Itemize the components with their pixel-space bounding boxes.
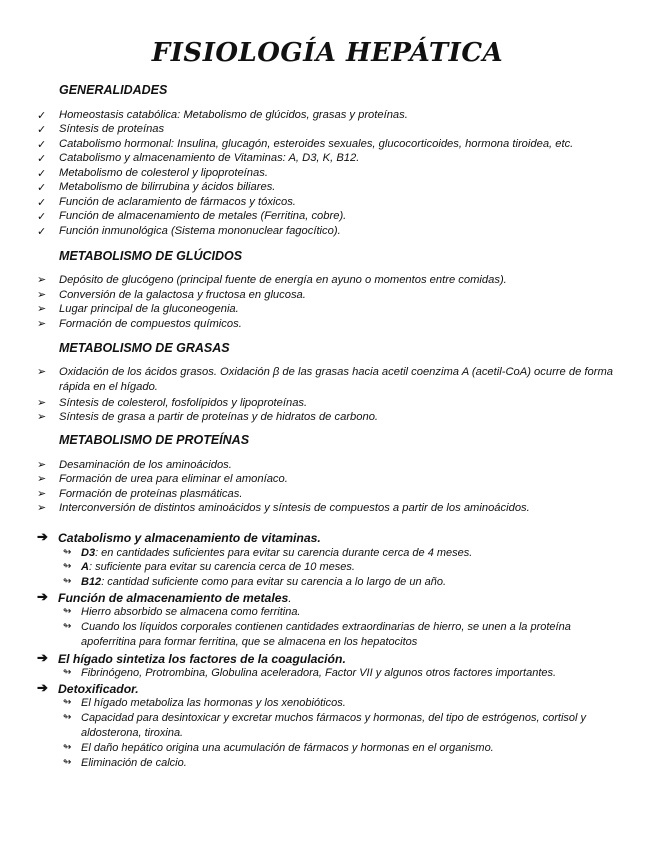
triangle-bullet-icon: ➢ — [37, 411, 47, 423]
list-item: Lugar principal de la gluconeogenia. — [59, 303, 239, 315]
vitamin-label: D3 — [81, 547, 96, 559]
list-item: Oxidación de los ácidos grasos. Oxidación β de las grasas hacia acetil coenzima A (acetil-CoA) ocurre de forma rápida en el hígado. — [59, 366, 614, 393]
list-item: Depósito de glucógeno (principal fuente de energía en ayuno o momentos entre comidas). — [59, 274, 507, 286]
check-icon: ✓ — [37, 211, 47, 223]
triangle-bullet-icon: ➢ — [37, 318, 47, 330]
check-icon: ✓ — [37, 197, 47, 209]
check-icon: ✓ — [37, 168, 47, 180]
triangle-bullet-icon: ➢ — [37, 473, 47, 485]
list-item: Conversión de la galactosa y fructosa en glucosa. — [59, 289, 306, 301]
list-item: Formación de proteínas plasmáticas. — [59, 488, 243, 500]
list-item: El daño hepático origina una acumulación de fármacos y hormonas en el organismo. — [81, 742, 494, 754]
list-item: Catabolismo hormonal: Insulina, glucagón, esteroides sexuales, glucocorticoides, hormona tiroidea, etc. — [59, 138, 574, 150]
section-heading-proteinas: METABOLISMO DE PROTEÍNAS — [59, 433, 250, 447]
arrow-bullet-icon: ➔ — [37, 650, 48, 665]
list-item: Formación de urea para eliminar el amoníaco. — [59, 473, 288, 485]
list-item: Cuando los líquidos corporales contienen cantidades extraordinarias de hierro, se unen a la proteína apoferritina para formar ferritina, que se almacena en los hepatocitos — [81, 621, 571, 648]
triangle-bullet-icon: ➢ — [37, 502, 47, 514]
triangle-bullet-icon: ➢ — [37, 488, 47, 500]
triangle-bullet-icon: ➢ — [37, 289, 47, 301]
section-heading-coagulacion: El hígado sintetiza los factores de la coagulación. — [58, 652, 346, 666]
arrow-bullet-icon: ➔ — [37, 589, 48, 604]
list-item: Homeostasis catabólica: Metabolismo de glúcidos, grasas y proteínas. — [59, 109, 408, 121]
hand-arrow-icon: ↬ — [63, 697, 72, 708]
heading-period: . — [288, 591, 292, 605]
hand-arrow-icon: ↬ — [63, 621, 72, 632]
list-item — [81, 546, 621, 561]
list-item: Síntesis de proteínas — [59, 123, 165, 135]
section-heading-glucidos: METABOLISMO DE GLÚCIDOS — [59, 249, 243, 263]
hand-arrow-icon: ↬ — [63, 561, 72, 572]
list-item: Catabolismo y almacenamiento de Vitaminas: A, D3, K, B12. — [59, 152, 360, 164]
triangle-bullet-icon: ➢ — [37, 397, 47, 409]
list-item: Síntesis de grasa a partir de proteínas y de hidratos de carbono. — [59, 411, 379, 423]
section-heading-detox: Detoxificador. — [58, 682, 139, 696]
list-item: Metabolismo de bilirrubina y ácidos biliares. — [59, 181, 276, 193]
check-icon: ✓ — [37, 226, 47, 238]
hand-arrow-icon: ↬ — [63, 712, 72, 723]
list-item: El hígado metaboliza las hormonas y los xenobióticos. — [81, 697, 346, 709]
hand-arrow-icon: ↬ — [63, 606, 72, 617]
list-item: Síntesis de colesterol, fosfolípidos y lipoproteínas. — [59, 397, 308, 409]
hand-arrow-icon: ↬ — [63, 742, 72, 753]
list-item: Función de aclaramiento de fármacos y tóxicos. — [59, 196, 296, 208]
heading-text: Función de almacenamiento de metales — [58, 591, 289, 605]
list-item: Formación de compuestos químicos. — [59, 318, 242, 330]
list-item: Función inmunológica (Sistema mononuclear fagocítico). — [59, 225, 341, 237]
list-item: Eliminación de calcio. — [81, 757, 187, 769]
check-icon: ✓ — [37, 124, 47, 136]
list-item: Capacidad para desintoxicar y excretar muchos fármacos y hormonas, del tipo de estrógenos, cortisol y aldosterona, tiroxina. — [81, 712, 587, 739]
list-item: Metabolismo de colesterol y lipoproteínas. — [59, 167, 268, 179]
list-item — [81, 575, 621, 590]
vitamin-text: : en cantidades suficientes para evitar su carencia durante cerca de 4 meses. — [95, 547, 473, 559]
list-item: Función de almacenamiento de metales (Ferritina, cobre). — [59, 210, 347, 222]
check-icon: ✓ — [37, 153, 47, 165]
section-heading-vitaminas: Catabolismo y almacenamiento de vitaminas. — [58, 531, 321, 545]
check-icon: ✓ — [37, 110, 47, 122]
hand-arrow-icon: ↬ — [63, 547, 72, 558]
check-icon: ✓ — [37, 182, 47, 194]
vitamin-label: A — [81, 561, 89, 573]
hand-arrow-icon: ↬ — [63, 757, 72, 768]
triangle-bullet-icon: ➢ — [37, 366, 47, 378]
triangle-bullet-icon: ➢ — [37, 303, 47, 315]
check-icon: ✓ — [37, 139, 47, 151]
page-title: FISIOLOGÍA HEPÁTICA — [151, 38, 504, 68]
vitamin-label: B12 — [81, 576, 102, 588]
section-heading-metales — [58, 591, 292, 605]
triangle-bullet-icon: ➢ — [37, 459, 47, 471]
list-item — [81, 560, 621, 575]
triangle-bullet-icon: ➢ — [37, 274, 47, 286]
vitamin-text: : suficiente para evitar su carencia cerca de 10 meses. — [88, 561, 355, 573]
arrow-bullet-icon: ➔ — [37, 529, 48, 544]
hand-arrow-icon: ↬ — [63, 667, 72, 678]
section-heading-grasas: METABOLISMO DE GRASAS — [59, 341, 230, 355]
list-item: Fibrinógeno, Protrombina, Globulina aceleradora, Factor VII y algunos otros factores importantes. — [81, 667, 557, 679]
list-item: Hierro absorbido se almacena como ferritina. — [81, 606, 301, 618]
list-item: Desaminación de los aminoácidos. — [59, 459, 232, 471]
hand-arrow-icon: ↬ — [63, 576, 72, 587]
section-heading-generalidades: GENERALIDADES — [59, 83, 168, 97]
vitamin-text: : cantidad suficiente como para evitar su carencia a lo largo de un año. — [101, 576, 447, 588]
arrow-bullet-icon: ➔ — [37, 680, 48, 695]
list-item: Interconversión de distintos aminoácidos y síntesis de compuestos a partir de los aminoácidos. — [59, 502, 530, 514]
